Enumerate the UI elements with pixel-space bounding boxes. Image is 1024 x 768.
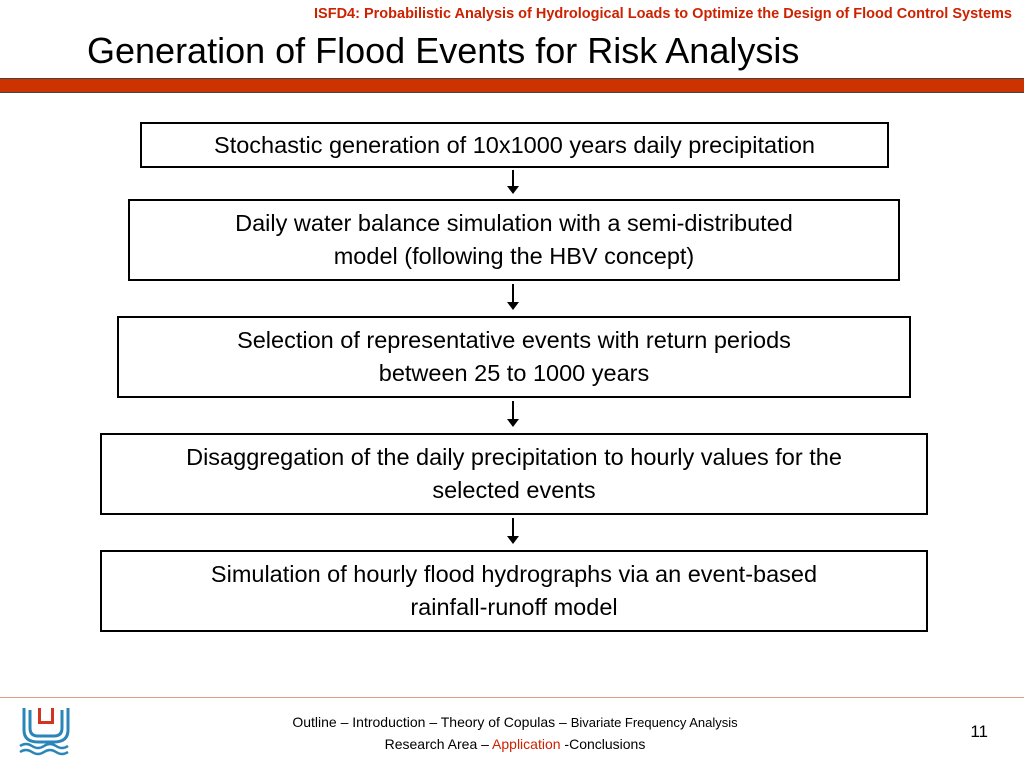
- footer-nav-part-1: Outline – Introduction – Theory of Copulas –: [292, 714, 571, 730]
- flow-arrow-3: [512, 401, 514, 425]
- page-number: 11: [970, 722, 988, 741]
- flow-step-3: [117, 316, 911, 398]
- footer-nav-application: Application: [492, 736, 561, 752]
- flow-step-5-line-2: rainfall-runoff model: [410, 594, 618, 620]
- title-accent-bar: [0, 78, 1024, 93]
- footer-nav-part-4: -Conclusions: [560, 736, 646, 752]
- flow-step-1: [140, 122, 889, 168]
- flow-step-2: [128, 199, 900, 281]
- flow-step-4-line-1: Disaggregation of the daily precipitation to hourly values for the: [186, 444, 842, 470]
- conference-title: ISFD4: Probabilistic Analysis of Hydrological Loads to Optimize the Design of Flood Control Systems: [314, 6, 1012, 22]
- flow-step-3-line-1: Selection of representative events with return periods: [237, 327, 791, 353]
- flow-arrow-2: [512, 284, 514, 308]
- flow-arrow-1: [512, 170, 514, 192]
- footer-navigation: [150, 714, 880, 730]
- flow-step-4: [100, 433, 928, 515]
- flow-step-5: [100, 550, 928, 632]
- flow-step-4-line-2: selected events: [432, 477, 596, 503]
- flow-step-5-line-1: Simulation of hourly flood hydrographs via an event-based: [210, 561, 818, 587]
- flow-step-2-line-1: Daily water balance simulation with a semi-distributed: [235, 210, 793, 236]
- flow-step-2-line-2: model (following the HBV concept): [333, 243, 695, 269]
- flow-step-3-line-2: between 25 to 1000 years: [378, 360, 650, 386]
- footer-divider: [0, 697, 1024, 698]
- university-logo: [16, 706, 76, 758]
- flow-arrow-4: [512, 518, 514, 542]
- flow-step-1-text: Stochastic generation of 10x1000 years daily precipitation: [214, 131, 815, 158]
- footer-nav-part-3: Research Area –: [384, 736, 493, 752]
- slide-title: Generation of Flood Events for Risk Analysis: [87, 30, 800, 71]
- footer-navigation-line-2: [150, 736, 880, 752]
- footer-nav-part-2: Bivariate Frequency Analysis: [570, 715, 738, 730]
